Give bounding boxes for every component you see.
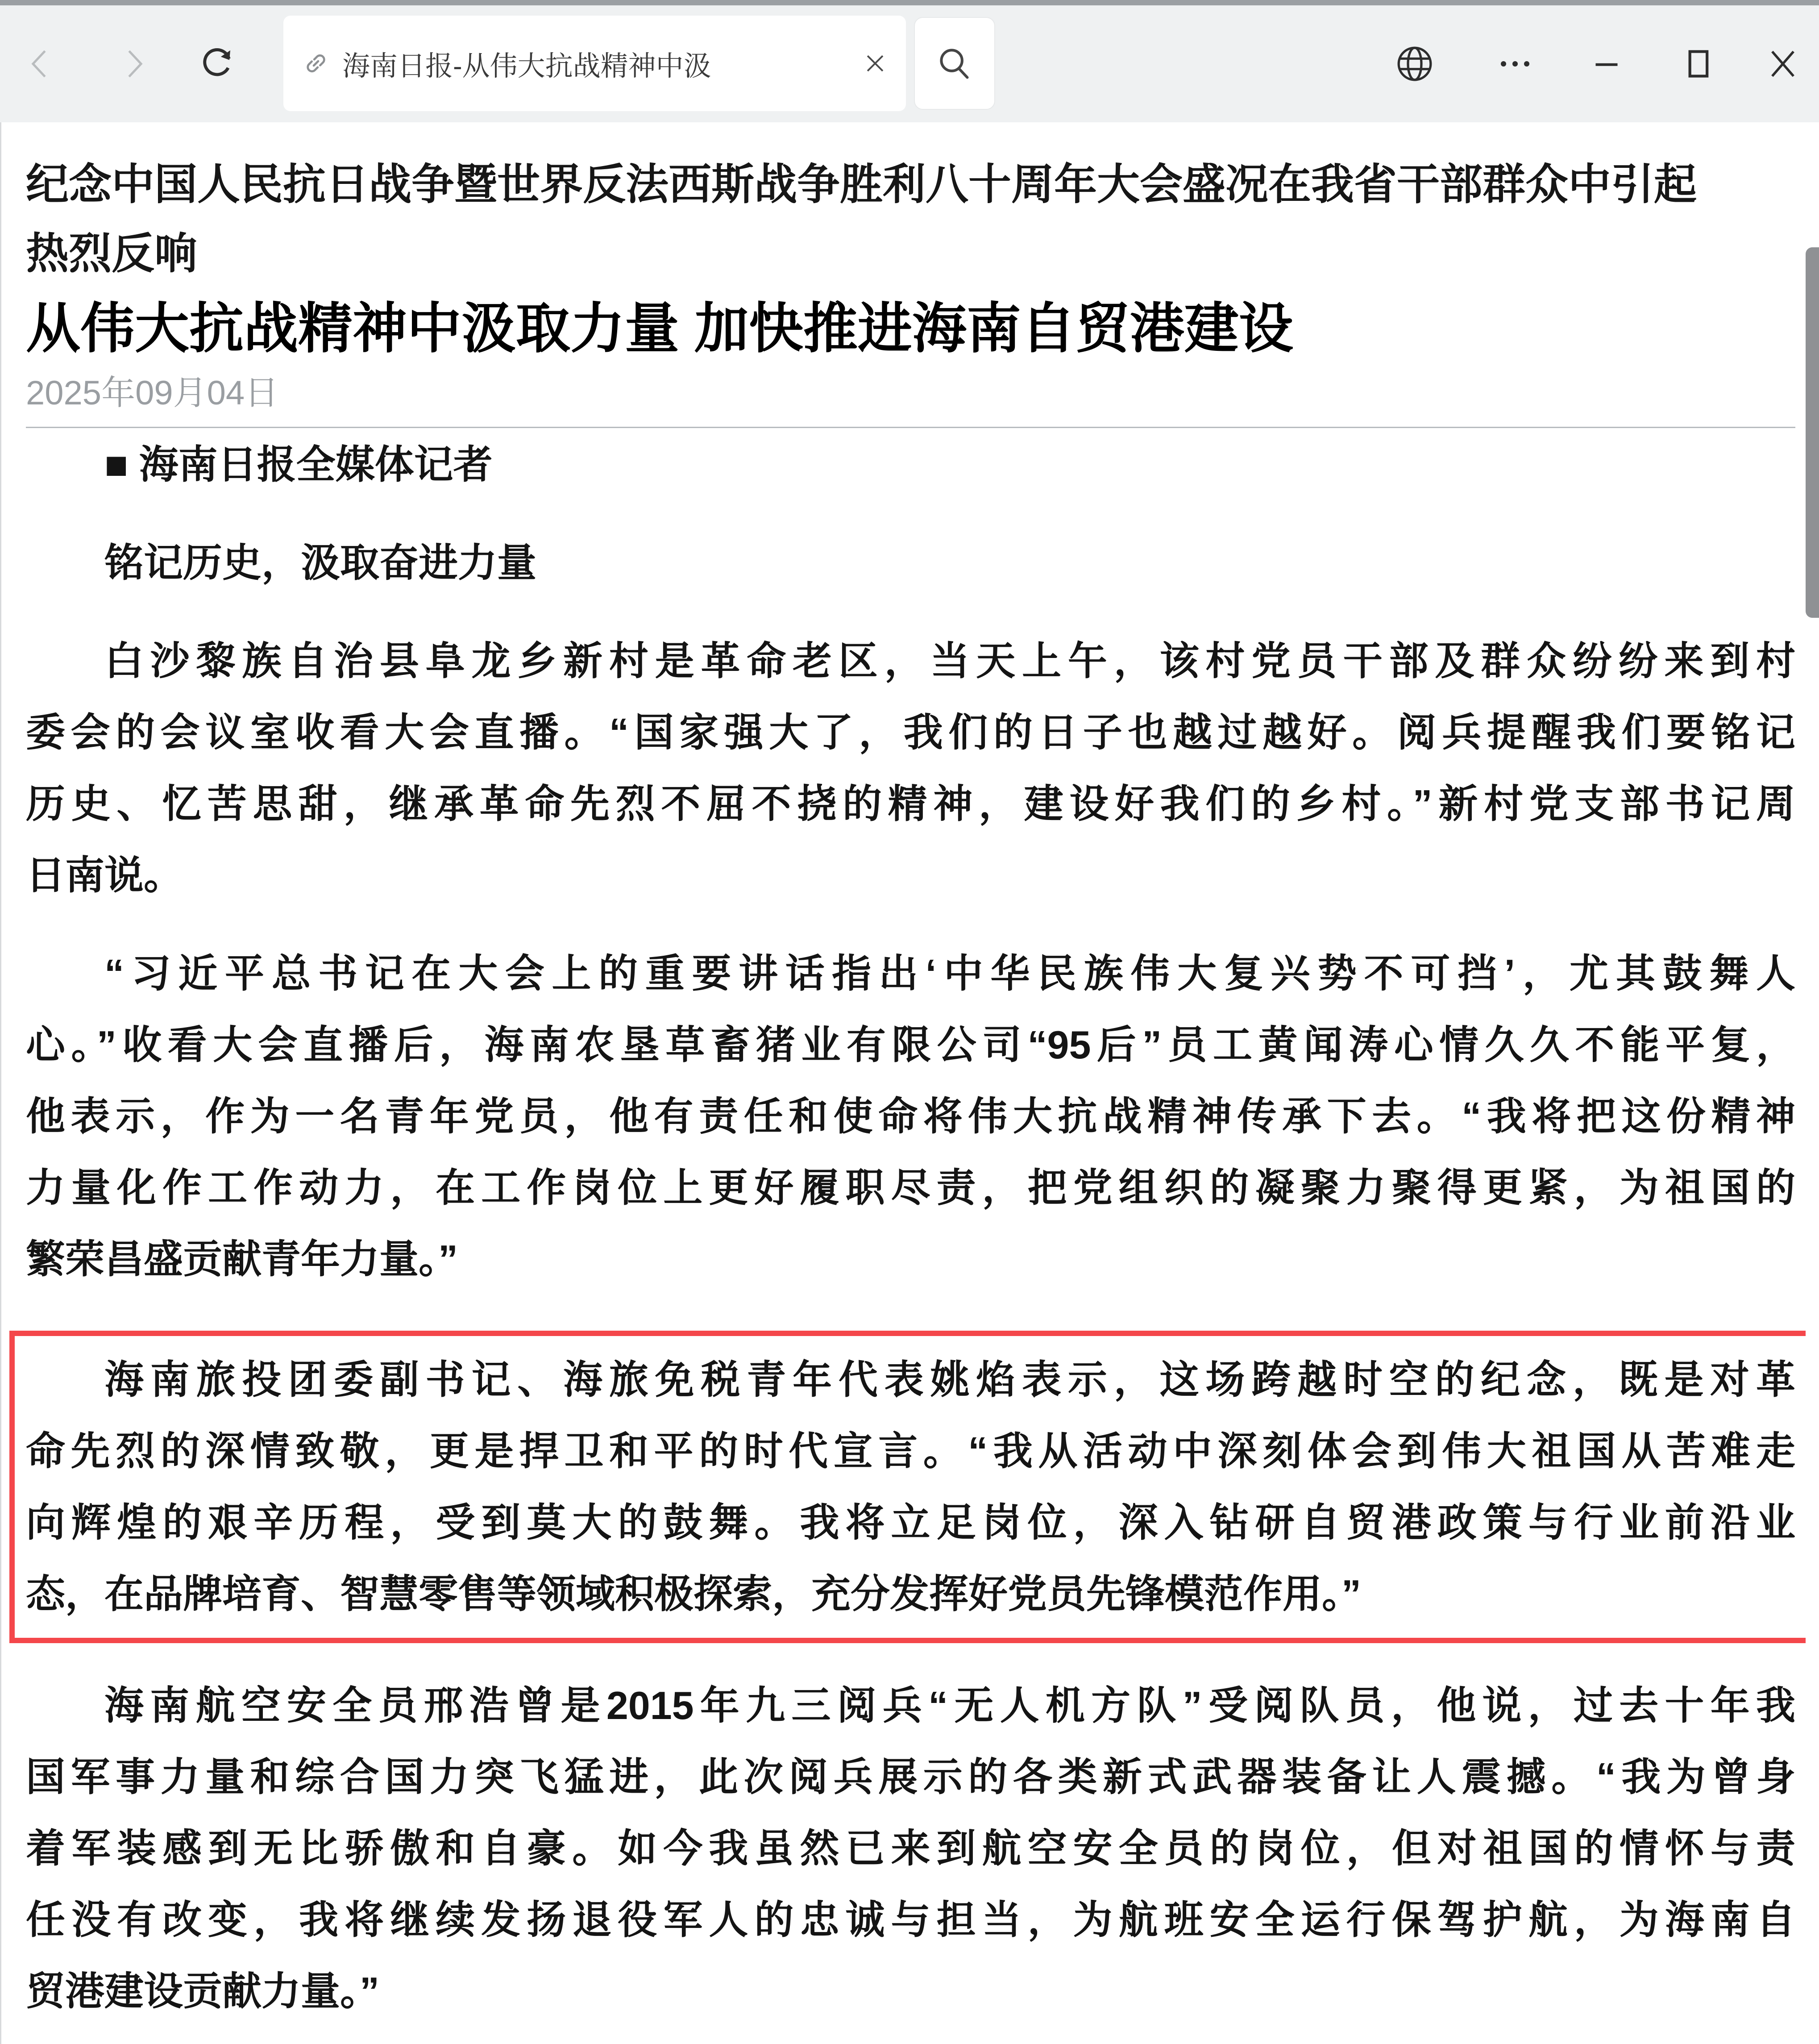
- body-line: 国军事力量和综合国力突飞猛进，此次阅兵展示的各类新式武器装备让人震撼。“我为曾身: [26, 1755, 1795, 1799]
- globe-icon: [1392, 42, 1437, 86]
- scrollbar[interactable]: [1806, 122, 1819, 2044]
- body-line: 态，在品牌培育、智慧零售等领域积极探索，充分发挥好党员先锋模范作用。”: [26, 1572, 1362, 1616]
- body-line: 着军装感到无比骄傲和自豪。如今我虽然已来到航空安全员的岗位，但对祖国的情怀与责: [26, 1826, 1795, 1870]
- refresh-button[interactable]: [183, 5, 250, 122]
- article-body: [26, 429, 1795, 2027]
- kicker-line: 纪念中国人民抗日战争暨世界反法西斯战争胜利八十周年大会盛况在我省干部群众中引起: [26, 161, 1697, 208]
- window-top-strip: [0, 0, 1819, 5]
- paragraph: [26, 1670, 1795, 2027]
- body-line: 贸港建设贡献力量。”: [26, 1969, 380, 2013]
- body-line: ■ 海南日报全媒体记者: [104, 442, 493, 487]
- body-line: 日南说。: [26, 853, 183, 897]
- close-button[interactable]: [1754, 5, 1812, 122]
- chevron-left-icon: [21, 39, 59, 88]
- body-line: 历史、忆苦思甜，继承革命先烈不屈不挠的精神，建设好我们的乡村。”新村党支部书记周: [26, 782, 1795, 826]
- link-icon: [301, 49, 331, 78]
- article-date: 2025年09月04日: [26, 374, 279, 412]
- maximize-icon: [1678, 42, 1718, 85]
- header-divider: [26, 427, 1795, 428]
- body-line: 他表示，作为一名青年党员，他有责任和使命将伟大抗战精神传承下去。“我将把这份精神: [26, 1094, 1795, 1138]
- browser-toolbar: [0, 5, 1819, 122]
- body-line: 海南航空安全员邢浩曾是2015年九三阅兵“无人机方队”受阅队员，他说，过去十年我: [104, 1683, 1795, 1728]
- tab-close-button[interactable]: [862, 50, 888, 76]
- page-title: 从伟大抗战精神中汲取力量 加快推进海南自贸港建设: [26, 298, 1293, 359]
- forward-button[interactable]: [100, 5, 167, 122]
- chevron-right-icon: [115, 39, 153, 88]
- body-line: 向辉煌的艰辛历程，受到莫大的鼓舞。我将立足岗位，深入钻研自贸港政策与行业前沿业: [26, 1500, 1795, 1544]
- minimize-button[interactable]: [1578, 5, 1636, 122]
- scrollbar-thumb[interactable]: [1806, 247, 1819, 618]
- maximize-button[interactable]: [1669, 5, 1727, 122]
- minimize-icon: [1588, 45, 1625, 83]
- paragraph: [26, 938, 1795, 1295]
- kicker-line: 热烈反响: [26, 230, 197, 278]
- body-line: 委会的会议室收看大会直播。“国家强大了，我们的日子也越过越好。阅兵提醒我们要铭记: [26, 710, 1795, 754]
- article-page: [0, 122, 1806, 2044]
- browser-tab[interactable]: [283, 16, 906, 111]
- paragraph: [26, 527, 1795, 599]
- body-line: 力量化作工作动力，在工作岗位上更好履职尽责，把党组织的凝聚力聚得更紧，为祖国的: [26, 1166, 1795, 1210]
- search-icon: [934, 43, 975, 83]
- tab-title: 海南日报-从伟大抗战精神中汲: [342, 50, 711, 82]
- body-line: 铭记历史，汲取奋进力量: [104, 541, 537, 585]
- ellipsis-icon: [1494, 42, 1537, 85]
- highlighted-paragraph: [9, 1331, 1812, 1643]
- body-line: 心。”收看大会直播后，海南农垦草畜猪业有限公司“95后”员工黄闻涛心情久久不能平复，: [26, 1023, 1795, 1067]
- body-line: 命先烈的深情致敬，更是捍卫和平的时代宣言。“我从活动中深刻体会到伟大祖国从苦难走: [26, 1429, 1795, 1473]
- close-icon: [1763, 42, 1802, 85]
- search-button[interactable]: [914, 17, 995, 110]
- paragraph: [26, 625, 1795, 911]
- paragraph: [26, 429, 1795, 500]
- site-info-button[interactable]: [1386, 5, 1444, 122]
- back-button[interactable]: [7, 5, 74, 122]
- body-line: 海南旅投团委副书记、海旅免税青年代表姚焰表示，这场跨越时空的纪念，既是对革: [104, 1357, 1795, 1402]
- body-line: “习近平总书记在大会上的重要讲话指出‘中华民族伟大复兴势不可挡’，尤其鼓舞人: [104, 951, 1795, 995]
- refresh-icon: [195, 39, 238, 88]
- body-line: 白沙黎族自治县阜龙乡新村是革命老区，当天上午，该村党员干部及群众纷纷来到村: [104, 639, 1795, 683]
- body-line: 任没有改变，我将继续发扬退役军人的忠诚与担当，为航班安全运行保驾护航，为海南自: [26, 1898, 1795, 1942]
- article-kicker: [26, 150, 1794, 288]
- more-menu-button[interactable]: [1486, 5, 1544, 122]
- body-line: 繁荣昌盛贡献青年力量。”: [26, 1237, 458, 1281]
